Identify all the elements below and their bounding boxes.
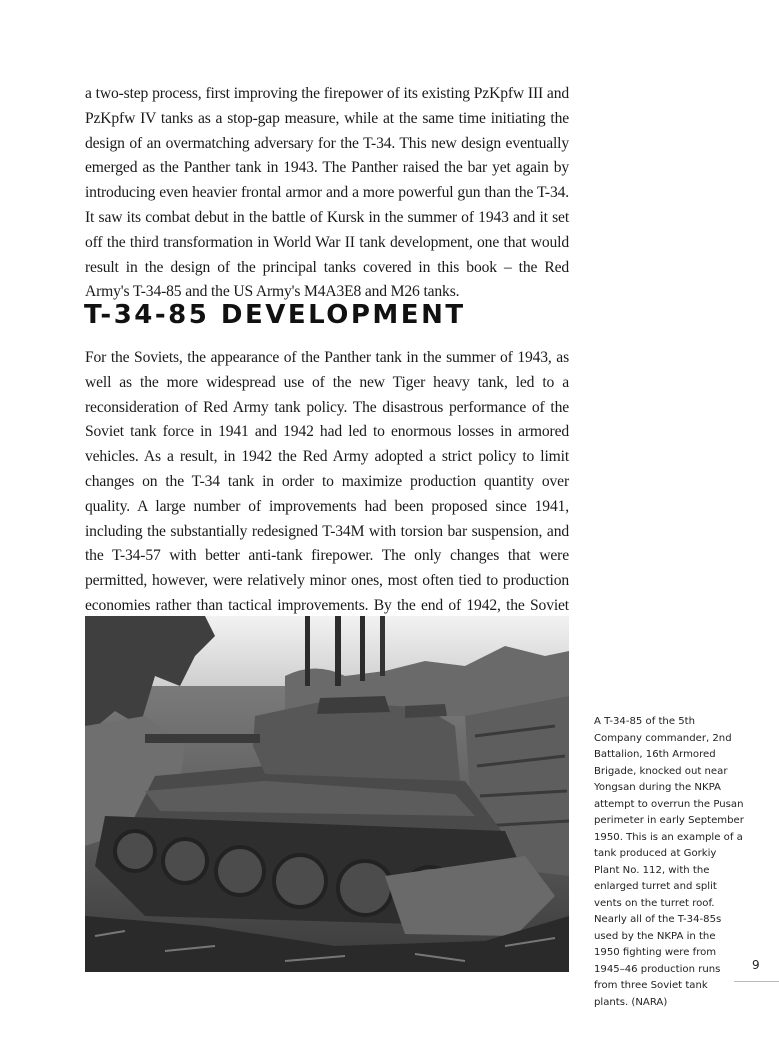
body-paragraph-2: For the Soviets, the appearance of the Panther tank in the summer of 1943, as well as the more widespread use of the new Tiger heavy tank, led to a reconsideration of Red Army tank policy. The disastrous performance of the Soviet tank force in 1941 and 1942 had led to enormous losses in armored vehicles. As a result, in 1942 the Red Army adopted a strict policy to limit changes on the T-34 tank in order to maximize production quantity over quality. A large number of improvements had been proposed since 1941, including the substantially redesigned T-34M with torsion bar suspension, and the T-34-57 with better anti-tank firepower. The only changes that were permitted, however, were relatively minor ones, most often tied to production economies rather than tactical improvements. By the end of 1942, the Soviet [85,349,569,614]
page-number-rule [734,981,779,982]
section-heading: T-34-85 DEVELOPMENT [84,300,466,330]
body-paragraph-1: a two-step process, first improving the firepower of its existing PzKpfw III and PzKpfw IV tanks as a stop-gap measure, while at the same time initiating the design of an overmatching adversary for the T-34. This new design eventually emerged as the Panther tank in 1943. The Panther raised the bar yet again by introducing even heavier frontal armor and a more powerful gun than the T-34. It saw its combat debut in the battle of Kursk in the summer of 1943 and it set off the third transformation in World War II tank development, one that would result in the design of the principal tanks covered in this book – the Red Army's T-34-85 and the US Army's M4A3E8 and M26 tanks. [85,85,569,301]
tank-photo [85,616,569,972]
page-number: 9 [752,958,760,972]
figure-caption: A T-34-85 of the 5th Company commander, 2nd Battalion, 16th Armored Brigade, knocked out near Yongsan during the NKPA attempt to overrun the Pusan perimeter in early September 1950. This is an example of a tank produced at Gorkiy Plant No. 112, with the enlarged turret and split vents on the turret roof. Nearly all of the T-34-85s used by the NKPA in the 1950 fighting were from 1945–46 production runs from three Soviet tank plants. (NARA) [594,716,744,1008]
tank-photo-illustration [85,616,569,972]
